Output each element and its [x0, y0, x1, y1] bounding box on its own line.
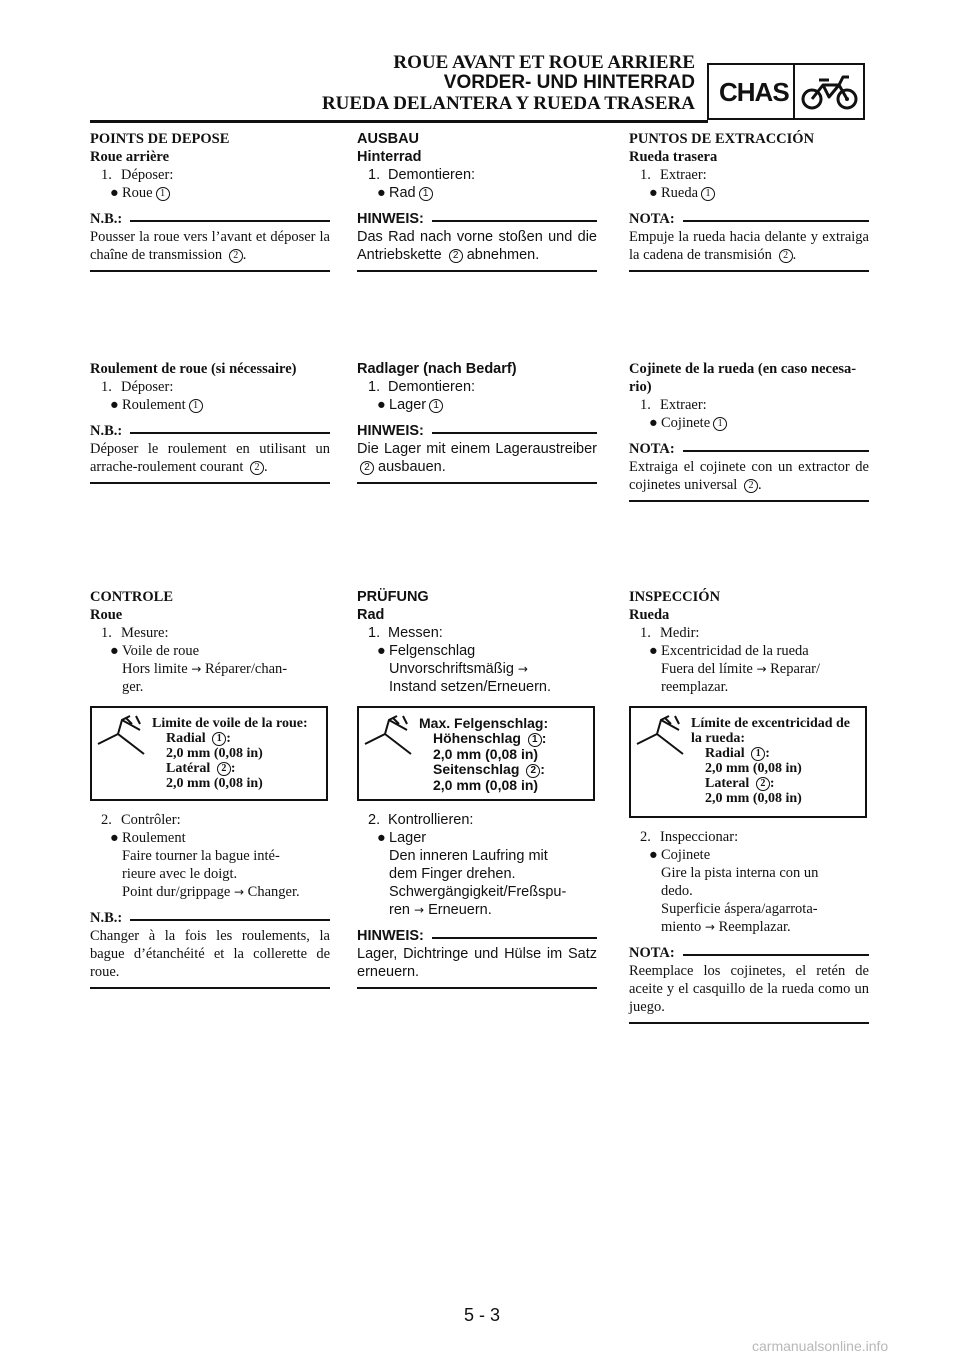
callout-number: 2: [250, 461, 264, 475]
note-text-end: .: [264, 459, 268, 475]
note-body: [357, 228, 597, 264]
callout-number: 2: [526, 764, 540, 778]
note-body: [629, 228, 869, 264]
step: [90, 811, 330, 829]
bullet-icon: ●: [649, 643, 658, 659]
arrow-icon: →: [756, 662, 767, 676]
step-number: 1.: [368, 625, 381, 641]
bullet-icon: ●: [649, 185, 658, 201]
step-number: 1.: [101, 625, 112, 641]
callout-number: 1: [713, 417, 727, 431]
bullet-item: [90, 642, 330, 660]
bullet-icon: ●: [377, 397, 386, 413]
detail-line: Schwergängigkeit/Freßspu-: [389, 884, 567, 900]
step: [357, 378, 597, 396]
spec-value: 2,0 mm (0,08 in): [166, 746, 263, 761]
spec-value: 2,0 mm (0,08 in): [433, 777, 539, 793]
bullet-text: Lager: [389, 830, 427, 846]
detail-line: Gire la pista interna con un: [661, 865, 819, 881]
spec-box: [629, 706, 867, 818]
bullet-icon: ●: [110, 643, 119, 659]
section-heading: AUSBAU: [357, 131, 420, 147]
note-text-end: abnehmen.: [466, 247, 540, 263]
bullet-item: [90, 829, 330, 847]
callout-number: 2: [744, 479, 758, 493]
note-text-end: .: [242, 247, 247, 263]
note-label: NOTA:: [629, 211, 675, 227]
spec-box: [357, 706, 595, 801]
note-end-rule: [629, 270, 869, 272]
spec-title: Max. Felgenschlag:: [419, 715, 549, 731]
step: [90, 166, 330, 184]
bullet-icon: ●: [377, 185, 386, 201]
step-text: Mesure:: [121, 625, 169, 641]
wrench-icon: [635, 714, 687, 758]
detail-line: Superficie áspera/agarrota-: [661, 901, 818, 917]
watermark[interactable]: carmanualsonline.info: [752, 1338, 889, 1354]
note-header: [629, 440, 869, 458]
arrow-icon: →: [233, 885, 245, 899]
bullet-item: [629, 184, 869, 202]
step-text: Déposer:: [121, 167, 174, 183]
step-number: 1.: [640, 625, 651, 641]
spec-label: Radial: [705, 746, 745, 761]
bullet-icon: ●: [649, 847, 658, 863]
bullet-item: [629, 414, 869, 432]
subheading: Hinterrad: [357, 149, 422, 165]
step-text: Extraer:: [660, 397, 707, 413]
step-text: Demontieren:: [388, 167, 476, 183]
note-body: Changer à la fois les roulements, la bague d’étanchéité et la collerette de roue.: [90, 928, 330, 980]
step-number: 2.: [101, 812, 112, 828]
subheading: Cojinete de la rueda (en caso necesa-: [629, 361, 857, 377]
bullet-icon: ●: [110, 397, 119, 413]
note-end-rule: [357, 270, 597, 272]
note-end-rule: [90, 987, 330, 989]
note-label: HINWEIS:: [357, 423, 424, 439]
step-text: Extraer:: [660, 167, 707, 183]
bullet-item: [357, 642, 597, 660]
step: [629, 396, 869, 414]
bullet-icon: ●: [377, 830, 386, 846]
step: [629, 828, 869, 846]
note-text: Empuje la rueda hacia delante y extraiga la cadena de transmisión: [629, 229, 869, 263]
bullet-item: [90, 184, 330, 202]
section-heading: PRÜFUNG: [357, 589, 429, 605]
detail-line: [90, 660, 330, 678]
section-bearing: [629, 360, 869, 502]
step: [357, 166, 597, 184]
section-removal: [90, 130, 330, 272]
step: [90, 378, 330, 396]
section-heading: CONTROLE: [90, 589, 173, 605]
step-text: Medir:: [660, 625, 700, 641]
callout-number: 2: [217, 762, 231, 776]
note-body: Lager, Dichtringe und Hülse im Satz erneuern.: [357, 946, 597, 980]
detail-text: Erneuern.: [428, 902, 492, 918]
step-text: Demontieren:: [388, 379, 476, 395]
callout-number: 1: [189, 399, 203, 413]
wrench-icon: [96, 714, 148, 758]
bullet-icon: ●: [649, 415, 658, 431]
page-number: 5 - 3: [464, 1305, 501, 1325]
note-end-rule: [357, 987, 597, 989]
arrow-icon: →: [191, 662, 202, 676]
subheading: Radlager (nach Bedarf): [357, 361, 517, 377]
step: [629, 166, 869, 184]
section-inspection: [629, 588, 869, 1024]
detail-line: dem Finger drehen.: [389, 866, 516, 882]
step-text: Inspeccionar:: [660, 829, 739, 845]
bullet-text: Cojinete: [661, 847, 711, 863]
step: [90, 624, 330, 642]
bullet-icon: ●: [110, 830, 119, 846]
arrow-icon: →: [704, 920, 715, 934]
bullet-item: [357, 184, 597, 202]
spec-value: 2,0 mm (0,08 in): [433, 746, 539, 762]
step-number: 1.: [368, 379, 381, 395]
note-body: [357, 440, 597, 476]
spec-line: Radial 1 :: [705, 746, 770, 761]
step-number: 1.: [101, 167, 112, 183]
chassis-label: CHAS: [719, 77, 789, 107]
spec-title: Límite de excentricidad de: [691, 716, 851, 731]
note-text: Déposer le roulement en utilisant un arrache-roulement courant: [90, 441, 330, 475]
note-label: NOTA:: [629, 945, 675, 961]
arrow-icon: →: [414, 903, 425, 917]
callout-number: 1: [528, 733, 542, 747]
title-french: ROUE AVANT ET ROUE ARRIERE: [393, 52, 695, 73]
spec-value: 2,0 mm (0,08 in): [705, 791, 802, 806]
callout-number: 1: [429, 399, 443, 413]
section-bearing: [357, 360, 597, 484]
note-header: [90, 909, 330, 927]
note-body: [629, 458, 869, 494]
detail-text: Hors limite: [122, 661, 188, 677]
subheading: Rueda trasera: [629, 149, 718, 165]
detail-line: [357, 901, 597, 919]
note-end-rule: [629, 500, 869, 502]
section-heading: PUNTOS DE EXTRACCIÓN: [629, 131, 815, 147]
note-label: HINWEIS:: [357, 211, 424, 227]
bullet-text: Rad: [389, 185, 416, 201]
section-inspection: [90, 588, 330, 989]
callout-number: 1: [156, 187, 170, 201]
subheading: rio): [629, 379, 652, 395]
note-text: Das Rad nach vorne stoßen und die Antriebskette: [357, 229, 597, 263]
bullet-item: [629, 846, 869, 864]
subheading: Rueda: [629, 607, 670, 623]
spec-label: Latéral: [166, 761, 211, 776]
bullet-item: [357, 396, 597, 414]
spec-text: [419, 716, 548, 793]
section-heading: INSPECCIÓN: [629, 589, 721, 605]
detail-text: Reparar/: [770, 661, 821, 677]
callout-number: 1: [751, 747, 765, 761]
bullet-text: Rueda: [661, 185, 699, 201]
bullet-text: Roulement: [122, 397, 186, 413]
bullet-icon: ●: [377, 643, 386, 659]
detail-line: rieure avec le doigt.: [122, 866, 238, 882]
spec-text: [691, 716, 850, 806]
callout-number: 2: [360, 461, 374, 475]
chassis-badge: [707, 63, 865, 120]
wrench-icon: [363, 714, 415, 758]
section-heading: POINTS DE DEPOSE: [90, 131, 230, 147]
detail-line: Den inneren Laufring mit: [389, 848, 548, 864]
detail-line: Instand setzen/Erneuern.: [389, 679, 552, 695]
note-text-end: ausbauen.: [378, 459, 446, 475]
step-number: 1.: [368, 167, 381, 183]
page-header: [0, 0, 960, 125]
spec-line: Radial 1 :: [166, 731, 231, 746]
bullet-item: [357, 829, 597, 847]
bullet-item: [629, 642, 869, 660]
spec-label: Lateral: [705, 776, 750, 791]
step-text: Déposer:: [121, 379, 174, 395]
step-number: 1.: [640, 167, 651, 183]
callout-number: 1: [701, 187, 715, 201]
callout-number: 2: [756, 777, 770, 791]
note-body: [90, 440, 330, 476]
callout-number: 1: [419, 187, 433, 201]
callout-number: 2: [229, 249, 243, 263]
note-label: HINWEIS:: [357, 928, 424, 944]
step-number: 2.: [640, 829, 651, 845]
note-label: N.B.:: [90, 423, 123, 439]
note-end-rule: [357, 482, 597, 484]
bullet-text: Roue: [122, 185, 153, 201]
detail-line: [90, 883, 330, 901]
note-text-end: .: [792, 247, 797, 263]
note-header: [357, 422, 597, 440]
note-end-rule: [90, 482, 330, 484]
subheading: Rad: [357, 607, 385, 623]
note-body: Reemplace los cojinetes, el retén de aceite y el casquillo de la rueda como un juego.: [629, 963, 869, 1015]
spec-label: Seitenschlag: [433, 761, 520, 777]
note-label: N.B.:: [90, 211, 123, 227]
detail-line: [629, 660, 869, 678]
spec-line: Seitenschlag 2 :: [433, 761, 545, 777]
spec-text: [152, 716, 308, 791]
step: [629, 624, 869, 642]
note-header: [90, 422, 330, 440]
detail-line: [629, 918, 869, 936]
bullet-item: [90, 396, 330, 414]
bullet-text: Cojinete: [661, 415, 711, 431]
detail-text: Reemplazar.: [718, 919, 791, 935]
step: [357, 811, 597, 829]
spec-label: Höhenschlag: [433, 730, 521, 746]
spec-box: [90, 706, 328, 801]
note-label: NOTA:: [629, 441, 675, 457]
spec-title: la rueda:: [691, 731, 746, 746]
subheading: Roulement de roue (si nécessaire): [90, 361, 297, 377]
section-removal: [629, 130, 869, 272]
note-text-end: .: [757, 477, 762, 493]
detail-line: dedo.: [661, 883, 693, 899]
spec-line: Höhenschlag 1 :: [433, 730, 547, 746]
detail-line: reemplazar.: [661, 679, 729, 695]
note-header: [629, 944, 869, 962]
note-header: [90, 210, 330, 228]
motorcycle-icon: [799, 71, 861, 113]
step-text: Messen:: [388, 625, 443, 641]
detail-text: Fuera del límite: [661, 661, 753, 677]
section-inspection: [357, 588, 597, 989]
callout-number: 1: [212, 732, 226, 746]
detail-line: Faire tourner la bague inté-: [122, 848, 280, 864]
subheading: Roue: [90, 607, 123, 623]
detail-text: Unvorschriftsmäßig: [389, 661, 514, 677]
bullet-text: Roulement: [122, 830, 186, 846]
bullet-text: Felgenschlag: [389, 643, 476, 659]
spec-label: Radial: [166, 731, 206, 746]
detail-line: [357, 660, 597, 678]
note-end-rule: [629, 1022, 869, 1024]
step: [357, 624, 597, 642]
spec-title: Limite de voile de la roue:: [152, 716, 308, 731]
callout-number: 2: [449, 249, 463, 263]
header-rule: [90, 120, 708, 123]
detail-text: Changer.: [247, 884, 300, 900]
callout-number: 2: [779, 249, 793, 263]
detail-text: ren: [389, 902, 410, 918]
bullet-text: Excentricidad de la rueda: [661, 643, 809, 659]
note-header: [357, 927, 597, 945]
bullet-text: Lager: [389, 397, 427, 413]
spec-value: 2,0 mm (0,08 in): [166, 776, 263, 791]
title-german: VORDER- UND HINTERRAD: [443, 72, 695, 93]
title-spanish: RUEDA DELANTERA Y RUEDA TRASERA: [321, 93, 695, 114]
spec-line: Lateral 2 :: [705, 776, 775, 791]
arrow-icon: →: [517, 662, 528, 676]
spec-line: Latéral 2 :: [166, 761, 236, 776]
note-text: Pousser la roue vers l’avant et déposer la chaîne de transmission: [90, 229, 330, 263]
note-text: Die Lager mit einem Lageraustreiber: [357, 441, 597, 457]
note-label: N.B.:: [90, 910, 123, 926]
detail-text: Réparer/chan-: [204, 661, 288, 677]
step-text: Contrôler:: [121, 812, 181, 828]
bullet-icon: ●: [110, 185, 119, 201]
badge-divider: [793, 65, 795, 118]
note-body: [90, 228, 330, 264]
step-number: 1.: [101, 379, 112, 395]
section-removal: [357, 130, 597, 272]
section-bearing: [90, 360, 330, 484]
bullet-text: Voile de roue: [122, 643, 200, 659]
step-text: Kontrollieren:: [388, 812, 474, 828]
note-end-rule: [90, 270, 330, 272]
detail-line: ger.: [122, 679, 144, 695]
step-number: 2.: [368, 812, 381, 828]
note-header: [629, 210, 869, 228]
note-text: Extraiga el cojinete con un extractor de cojinetes universal: [629, 459, 869, 493]
subheading: Roue arrière: [90, 149, 170, 165]
detail-text: miento: [661, 919, 702, 935]
detail-text: Point dur/grippage: [122, 884, 231, 900]
spec-value: 2,0 mm (0,08 in): [705, 761, 802, 776]
step-number: 1.: [640, 397, 651, 413]
note-header: [357, 210, 597, 228]
